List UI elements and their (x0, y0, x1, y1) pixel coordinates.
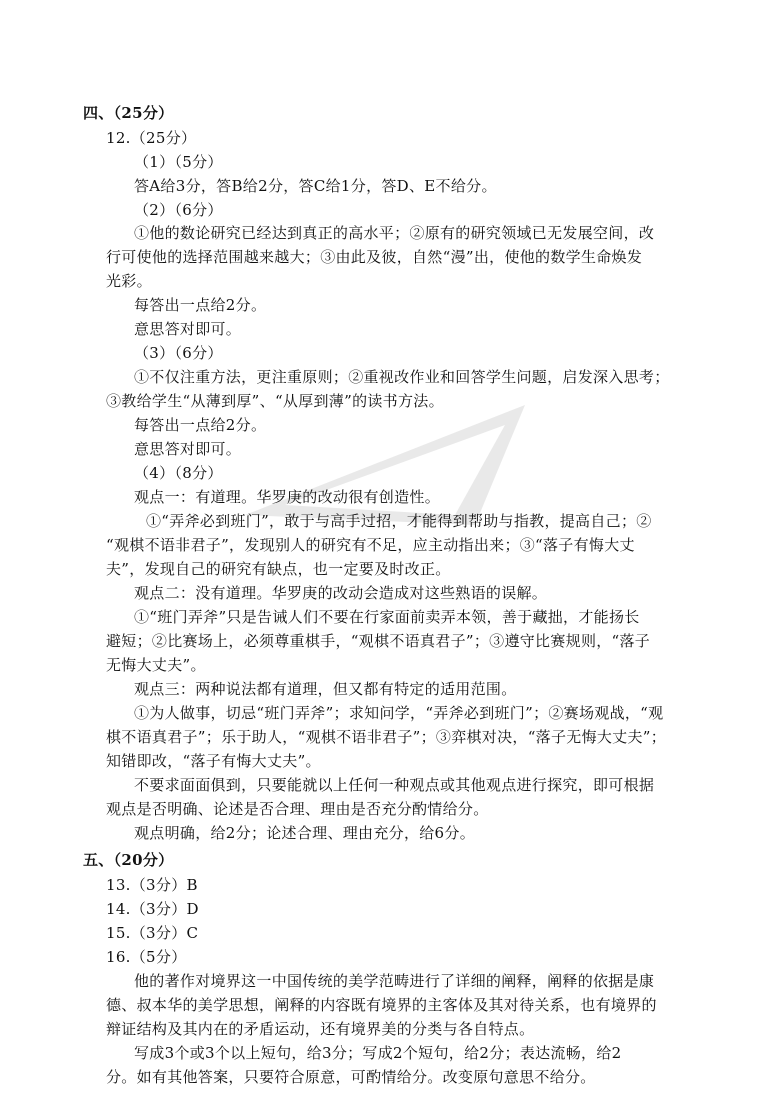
viewpoint-1-line2: “观棋不语非君子”，发现别人的研究有不足，应主动指出来；③“落子有悔大丈 (106, 536, 635, 554)
section-4-heading: 四、（25分） (83, 104, 174, 122)
q16-answer-line3: 辩证结构及其内在的矛盾运动，还有境界美的分类与各自特点。 (106, 1020, 535, 1038)
viewpoint-2-title: 观点二：没有道理。华罗庚的改动会造成对这些熟语的误解。 (134, 584, 548, 602)
q12-part1-answer: 答A给3分，答B给2分，答C给1分，答D、E不给分。 (134, 177, 497, 195)
q12-part4-heading: （4）（8分） (134, 464, 223, 482)
viewpoint-3-line1: ①为人做事，切忌“班门弄斧”；求知问学，“弄斧必到班门”；②赛场观战，“观 (134, 704, 664, 722)
viewpoint-2-line3: 无悔大丈夫”。 (106, 656, 206, 674)
viewpoint-3-line2: 棋不语真君子”；乐于助人，“观棋不语非君子”；③弈棋对决，“落子无悔大丈夫”； (106, 728, 667, 746)
q16-grading-line2: 分。如有其他答案，只要符合原意，可酌情给分。改变原句意思不给分。 (106, 1068, 596, 1086)
q12-part2-note: 意思答对即可。 (134, 320, 242, 338)
viewpoint-1-line1: ①“弄斧必到班门”，敢于与高手过招，才能得到帮助与指教，提高自己；② (146, 512, 652, 530)
q12-grading-line2: 观点是否明确、论述是否合理、理由是否充分酌情给分。 (106, 800, 489, 818)
question-12-heading: 12.（25分） (106, 129, 197, 147)
q12-part2-scoring: 每答出一点给2分。 (134, 296, 267, 314)
viewpoint-2-line2: 避短；②比赛场上，必须尊重棋手，“观棋不语真君子”；③遵守比赛规则，“落子 (106, 632, 651, 650)
q12-grading-line1: 不要求面面俱到，只要能就以上任何一种观点或其他观点进行探究，即可根据 (134, 776, 655, 794)
q12-part3-scoring: 每答出一点给2分。 (134, 416, 267, 434)
q16-answer-line1: 他的著作对境界这一中国传统的美学范畴进行了详细的阐释，阐释的依据是康 (134, 972, 655, 990)
q12-part1-heading: （1）（5分） (134, 153, 223, 171)
section-5-heading: 五、（20分） (83, 851, 174, 869)
q16-grading-line1: 写成3个或3个以上短句，给3分；写成2个短句，给2分；表达流畅，给2 (134, 1044, 622, 1062)
viewpoint-2-line1: ①“班门弄斧”只是告诫人们不要在行家面前卖弄本领，善于藏拙，才能扬长 (134, 608, 640, 626)
viewpoint-1-title: 观点一：有道理。华罗庚的改动很有创造性。 (134, 488, 441, 506)
viewpoint-3-line3: 知错即改，“落子有悔大丈夫”。 (106, 752, 321, 770)
question-14-answer: 14.（3分）D (106, 900, 199, 918)
q12-part2-line2: 行可使他的选择范围越来越大；③由此及彼，自然“漫”出，使他的数学生命焕发 (106, 248, 643, 266)
q12-part3-line1: ①不仅注重方法，更注重原则；②重视改作业和回答学生问题，启发深入思考； (134, 368, 670, 386)
viewpoint-1-line3: 夫”，发现自己的研究有缺点，也一定要及时改正。 (106, 560, 451, 578)
q12-grading-line3: 观点明确，给2分；论述合理、理由充分，给6分。 (134, 824, 475, 842)
question-15-answer: 15.（3分）C (106, 924, 199, 942)
q12-part2-heading: （2）（6分） (134, 201, 223, 219)
q12-part2-line3: 光彩。 (106, 272, 152, 290)
q12-part3-line2: ③教给学生“从薄到厚”、“从厚到薄”的读书方法。 (106, 392, 444, 410)
question-13-answer: 13.（3分）B (106, 876, 198, 894)
q16-answer-line2: 德、叔本华的美学思想，阐释的内容既有境界的主客体及其对待关系，也有境界的 (106, 996, 657, 1014)
q12-part3-note: 意思答对即可。 (134, 440, 242, 458)
q12-part3-heading: （3）（6分） (134, 344, 223, 362)
question-16-heading: 16.（5分） (106, 948, 187, 966)
q12-part2-line1: ①他的数论研究已经达到真正的高水平；②原有的研究领域已无发展空间，改 (134, 224, 655, 242)
viewpoint-3-title: 观点三：两种说法都有道理，但又都有特定的适用范围。 (134, 680, 517, 698)
